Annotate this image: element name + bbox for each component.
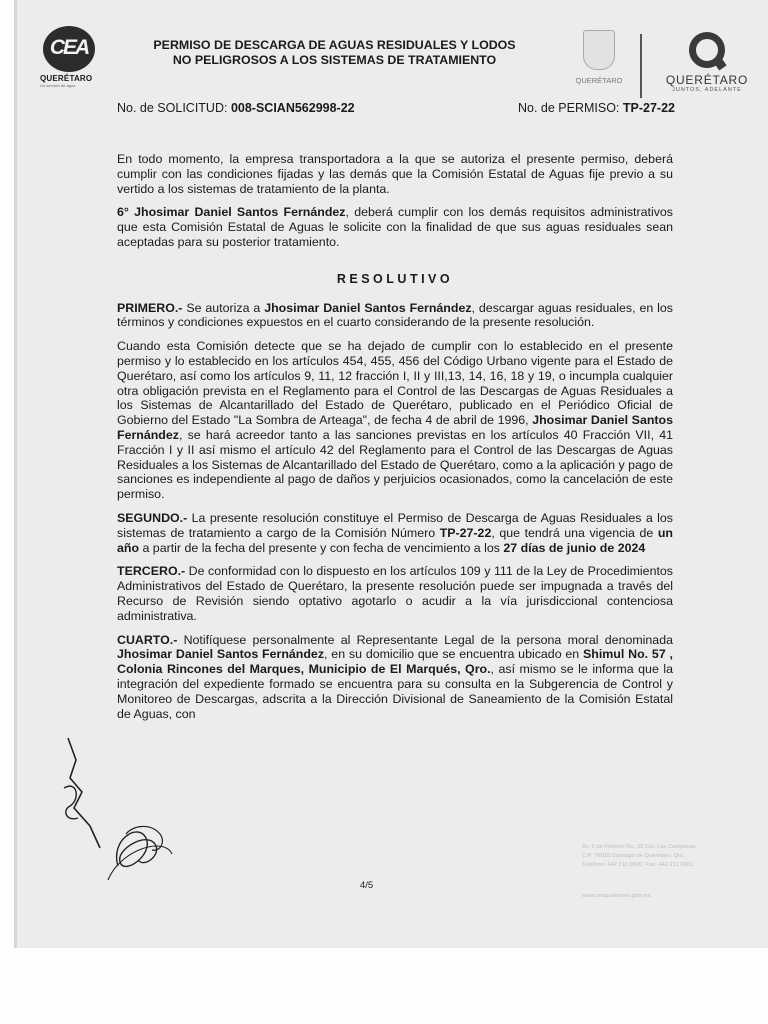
queretaro-logo-name: QUERÉTARO <box>665 73 749 87</box>
paragraph-sixth-requirement: 6° Jhosimar Daniel Santos Fernández, deberá cumplir con los demás requisitos administrativos que esta Comisión Estatal de Aguas le solicite con la finalidad de que sus aguas residuales sean aceptadas para su posterior tratamiento. <box>117 205 673 249</box>
section-heading-resolutivo: RESOLUTIVO <box>336 271 454 286</box>
cea-logo-city: QUERÉTARO <box>40 74 93 83</box>
document-title <box>112 38 557 68</box>
paragraph-cuarto: CUARTO.- Notifíquese personalmente al Representante Legal de la persona moral denominada Jhosimar Daniel Santos Fernández, en su domicilio que se encuentra ubicado en Shimul No. 57 , Colonia Rincones del Marques, Municipio de El Marqués, Qro., así mismo se le informa que la integración del expediente formado se encuentra para su consulta en la Subgerencia de Control y Monitoreo de Descargas, adscrita a la Dirección Divisional de Saneamiento de la Comisión Estatal de Aguas, con <box>117 632 674 721</box>
permiso-label: No. de PERMISO: <box>517 101 620 115</box>
cea-logo-tagline: Un servicio de agua <box>40 83 76 88</box>
permiso-value: TP-27-22 <box>622 101 675 115</box>
address-line-1: Av. 5 de Febrero No. 35 Col. Las Campanas <box>582 844 696 850</box>
solicitud-value: 008-SCIAN562998-22 <box>230 101 355 115</box>
solicitud-number <box>117 101 355 115</box>
solicitud-label: No. de SOLICITUD: <box>117 101 228 115</box>
crest-label: QUERÉTARO <box>575 76 623 85</box>
queretaro-q-icon <box>689 32 725 68</box>
page-number: 4/5 <box>360 880 374 891</box>
paragraph-segundo: SEGUNDO.- La presente resolución constituye el Permiso de Descarga de Aguas Residuales a los sistemas de tratamiento a cargo de la Comisión Número TP-27-22, que tendrá una vigencia de un año a partir de la fecha del presente y con fecha de vencimiento a los 27 días de junio de 2024 <box>117 510 673 555</box>
queretaro-logo-motto: JUNTOS, ADELANTE <box>672 87 742 93</box>
title-line-1: PERMISO DE DESCARGA DE AGUAS RESIDUALES Y LODOS <box>153 38 516 52</box>
address-line-3: Teléfono: 442 211 0600, Fax: 442 211 0601 <box>582 862 694 868</box>
footer-address <box>582 843 752 870</box>
cea-logo <box>40 26 98 98</box>
paragraph-tercero: TERCERO.- De conformidad con lo dispuesto en los artículos 109 y 111 de la Ley de Procedimientos Administrativos del Estado de Querétaro, la presente resolución puede ser impugnada a través del Recurso de Revisión siendo optativo agotarlo o acudir a la vía jurisdiccional contenciosa administrativa. <box>117 564 673 623</box>
permiso-number <box>518 101 675 115</box>
paragraph-transport-conditions: En todo momento, la empresa transportadora a la que se autoriza el presente permiso, deberá cumplir con las condiciones fijadas y las demás que la Comisión Estatal de Aguas fije previo a su vertido a los sistemas de tratamiento de la planta. <box>117 152 673 196</box>
paragraph-primero: PRIMERO.- Se autoriza a Jhosimar Daniel Santos Fernández, descargar aguas residuales, en los términos y condiciones expuestos en el cuarto considerando de la presente resolución. <box>117 300 673 330</box>
cea-logo-icon: CEA <box>43 26 95 72</box>
address-line-2: C.P. 76010 Santiago de Querétaro, Qro. <box>582 853 686 859</box>
footer-website: www.ceaqueretaro.gob.mx <box>582 893 651 899</box>
document-body <box>117 152 673 730</box>
paragraph-sanctions: Cuando esta Comisión detecte que se ha dejado de cumplir con lo establecido en el presente permiso y lo establecido en los artículos 454, 455, 456 del Código Urbano vigente para el Estado de Querétaro, así como los artículos 9, 11, 12 fracción I, II y III,13, 14, 16, 18 y 19, o incumpla cualquier otra obligación prevista en el Reglamento para el Control de las Descargas de Aguas Residuales a los Sistemas de Alcantarillado del Estado de Querétaro, publicado en el Periódico Oficial de Gobierno del Estado "La Sombra de Arteaga", de fecha 4 de abril de 1996, Jhosimar Daniel Santos Fernández, se hará acreedor tanto a las sanciones previstas en los artículos 40 Fracción VII, 41 Fracción I y II así mismo el artículo 42 del Reglamento para el Control de las Descargas de Aguas Residuales a los Sistemas de Alcantarillado del Estado de Querétaro, como a la aplicación y pago de sanciones es independiente al pago de daños y perjuicios ocasionados, como la cancelación de este permiso. <box>117 339 673 502</box>
handwritten-signature <box>60 730 190 890</box>
logo-divider <box>640 34 642 98</box>
title-line-2: NO PELIGROSOS A LOS SISTEMAS DE TRATAMIENTO <box>172 53 497 67</box>
queretaro-logo <box>652 32 762 93</box>
crest-icon <box>583 30 615 70</box>
state-crest-logo <box>572 30 626 100</box>
